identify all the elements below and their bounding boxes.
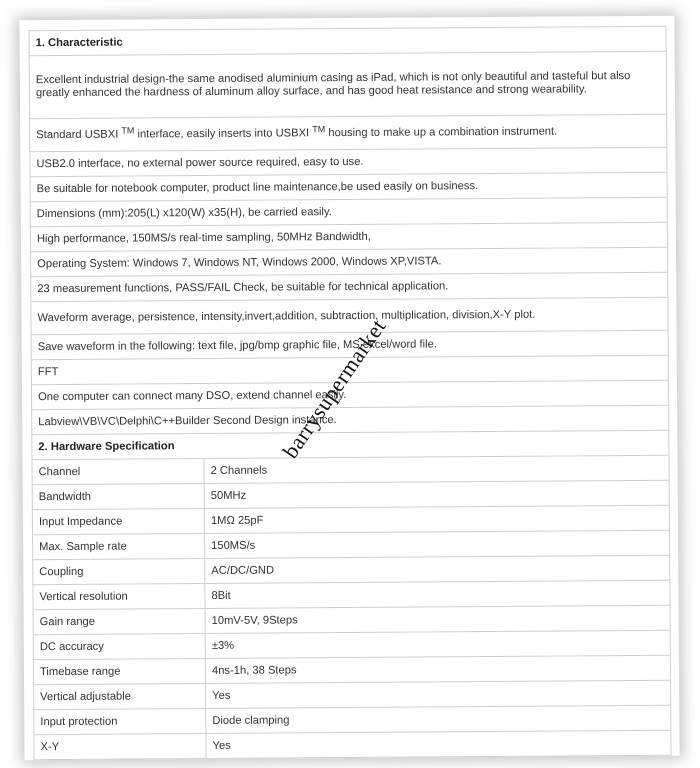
spec-key: Bandwidth — [32, 484, 204, 510]
spec-key: X-Y — [34, 734, 206, 760]
spec-value: 4ns-1h, 38 Steps — [205, 655, 670, 683]
spec-key: Gain range — [33, 609, 205, 635]
spec-key: Coupling — [33, 559, 205, 585]
characteristic-item: USB2.0 interface, no external power source required, easy to use. — [30, 147, 667, 176]
characteristic-item: Waveform average, persistence, intensity,invert,addition, subtraction, multiplication, division,X-Y plot. — [31, 297, 668, 334]
usbxi-text: housing to make up a combination instrument. — [325, 125, 558, 139]
characteristic-item: Save waveform in the following: text file, jpg/bmp graphic file, MS excel/word file. — [31, 330, 668, 359]
hardware-heading: 2. Hardware Specification — [32, 430, 669, 459]
characteristic-item: Labview\VB\VC\Delphi\C++Builder Second Design instance. — [32, 405, 669, 434]
spec-value: ±3% — [205, 630, 670, 658]
spec-value: 10mV-5V, 9Steps — [205, 605, 670, 633]
spec-value: 150MS/s — [205, 530, 670, 558]
usbxi-text: Standard USBXI — [36, 128, 122, 141]
characteristic-item: Excellent industrial design-the same anodised aluminium casing as iPad, which is not only beautiful and tasteful but also greatly enhanced the hardness of aluminum alloy surface, and has good heat resistance and strong wearability. — [29, 51, 666, 118]
spec-sheet — [28, 26, 671, 760]
spec-value: Diode clamping — [206, 705, 671, 733]
spec-value: 8Bit — [205, 580, 670, 608]
watermark-text: barrysupermarket — [277, 314, 391, 463]
spec-value: Yes — [206, 730, 671, 758]
characteristic-item: 23 measurement functions, PASS/FAIL Check, be suitable for technical application. — [31, 272, 668, 301]
spec-key: Input protection — [34, 709, 206, 735]
characteristic-item: Be suitable for notebook computer, product line maintenance,be used easily on business. — [30, 172, 667, 201]
spec-value: 50MHz — [204, 480, 669, 508]
spec-value: Yes — [206, 680, 671, 708]
characteristic-item: Operating System: Windows 7, Windows NT, Windows 2000, Windows XP,VISTA. — [31, 247, 668, 276]
spec-value: 1MΩ 25pF — [204, 505, 669, 533]
characteristic-item — [30, 114, 667, 151]
spec-key: Max. Sample rate — [33, 534, 205, 560]
spec-value: 2 Channels — [204, 455, 669, 483]
spec-row — [34, 730, 671, 759]
photo-frame — [19, 16, 679, 761]
characteristic-item: FFT — [31, 355, 668, 384]
characteristic-heading: 1. Characteristic — [29, 26, 666, 55]
spec-key: Vertical resolution — [33, 584, 205, 610]
trademark-mark: TM — [312, 123, 326, 134]
spec-key: Timebase range — [33, 659, 205, 685]
characteristic-item: One computer can connect many DSO, extend channel easily. — [31, 380, 668, 409]
trademark-mark: TM — [121, 124, 135, 136]
characteristic-item: High performance, 150MS/s real-time sampling, 50MHz Bandwidth, — [30, 222, 667, 251]
characteristic-item: Dimensions (mm):205(L) x120(W) x35(H), be carried easily. — [30, 197, 667, 226]
spec-key: DC accuracy — [33, 634, 205, 660]
spec-table — [28, 26, 671, 760]
spec-value: AC/DC/GND — [205, 555, 670, 583]
spec-key: Vertical adjustable — [34, 684, 206, 710]
usbxi-text: interface, easily inserts into USBXI — [134, 126, 313, 140]
spec-key: Input Impedance — [32, 509, 204, 535]
spec-key: Channel — [32, 459, 204, 485]
